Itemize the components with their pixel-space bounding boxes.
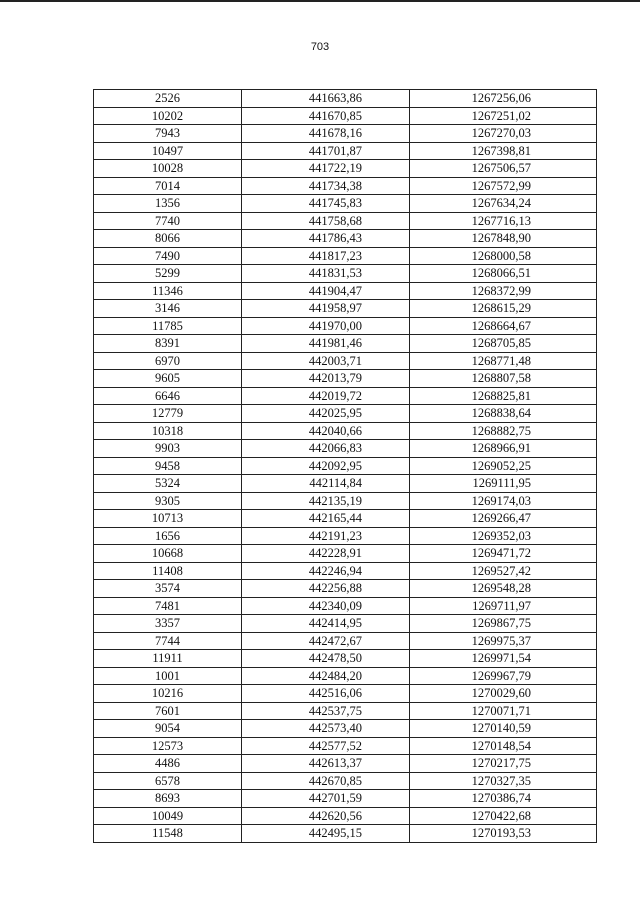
table-row: [94, 562, 597, 580]
y-coordinate-cell: 1268825,81: [410, 387, 597, 405]
table-row: [94, 317, 597, 335]
top-border-line: [0, 0, 640, 2]
point-number-cell: 11911: [94, 650, 242, 668]
table-row: [94, 790, 597, 808]
page-number: 703: [310, 41, 330, 53]
y-coordinate-cell: 1268771,48: [410, 352, 597, 370]
y-coordinate-cell: 1269052,25: [410, 457, 597, 475]
point-number-cell: 8391: [94, 335, 242, 353]
point-number-cell: 7740: [94, 212, 242, 230]
point-number-cell: 5299: [94, 265, 242, 283]
x-coordinate-cell: 441670,85: [242, 107, 410, 125]
table-row: [94, 405, 597, 423]
x-coordinate-cell: 442256,88: [242, 580, 410, 598]
table-row: [94, 387, 597, 405]
y-coordinate-cell: 1269711,97: [410, 597, 597, 615]
point-number-cell: 12779: [94, 405, 242, 423]
y-coordinate-cell: 1268066,51: [410, 265, 597, 283]
table-row: [94, 755, 597, 773]
point-number-cell: 7744: [94, 632, 242, 650]
point-number-cell: 3146: [94, 300, 242, 318]
y-coordinate-cell: 1267848,90: [410, 230, 597, 248]
x-coordinate-cell: 442114,84: [242, 475, 410, 493]
x-coordinate-cell: 442577,52: [242, 737, 410, 755]
x-coordinate-cell: 442620,56: [242, 807, 410, 825]
table-row: [94, 545, 597, 563]
x-coordinate-cell: 442191,23: [242, 527, 410, 545]
table-row: [94, 615, 597, 633]
table-row: [94, 825, 597, 843]
x-coordinate-cell: 442478,50: [242, 650, 410, 668]
y-coordinate-cell: 1267572,99: [410, 177, 597, 195]
point-number-cell: 8693: [94, 790, 242, 808]
y-coordinate-cell: 1269174,03: [410, 492, 597, 510]
x-coordinate-cell: 441981,46: [242, 335, 410, 353]
point-number-cell: 10497: [94, 142, 242, 160]
table-row: [94, 125, 597, 143]
coordinates-table-body: [94, 90, 597, 843]
table-row: [94, 422, 597, 440]
point-number-cell: 10216: [94, 685, 242, 703]
table-row: [94, 352, 597, 370]
point-number-cell: 3357: [94, 615, 242, 633]
y-coordinate-cell: 1267398,81: [410, 142, 597, 160]
table-row: [94, 685, 597, 703]
y-coordinate-cell: 1270327,35: [410, 772, 597, 790]
y-coordinate-cell: 1268966,91: [410, 440, 597, 458]
point-number-cell: 10049: [94, 807, 242, 825]
x-coordinate-cell: 442025,95: [242, 405, 410, 423]
x-coordinate-cell: 442414,95: [242, 615, 410, 633]
y-coordinate-cell: 1269111,95: [410, 475, 597, 493]
point-number-cell: 11346: [94, 282, 242, 300]
table-row: [94, 230, 597, 248]
point-number-cell: 12573: [94, 737, 242, 755]
y-coordinate-cell: 1269352,03: [410, 527, 597, 545]
y-coordinate-cell: 1270217,75: [410, 755, 597, 773]
x-coordinate-cell: 441701,87: [242, 142, 410, 160]
table-row: [94, 527, 597, 545]
y-coordinate-cell: 1267506,57: [410, 160, 597, 178]
x-coordinate-cell: 442228,91: [242, 545, 410, 563]
x-coordinate-cell: 442003,71: [242, 352, 410, 370]
table-row: [94, 475, 597, 493]
y-coordinate-cell: 1269867,75: [410, 615, 597, 633]
point-number-cell: 1656: [94, 527, 242, 545]
point-number-cell: 10668: [94, 545, 242, 563]
point-number-cell: 1001: [94, 667, 242, 685]
y-coordinate-cell: 1269967,79: [410, 667, 597, 685]
x-coordinate-cell: 441786,43: [242, 230, 410, 248]
y-coordinate-cell: 1267270,03: [410, 125, 597, 143]
x-coordinate-cell: 441831,53: [242, 265, 410, 283]
x-coordinate-cell: 441745,83: [242, 195, 410, 213]
table-row: [94, 720, 597, 738]
y-coordinate-cell: 1268000,58: [410, 247, 597, 265]
y-coordinate-cell: 1269975,37: [410, 632, 597, 650]
y-coordinate-cell: 1268882,75: [410, 422, 597, 440]
table-row: [94, 632, 597, 650]
x-coordinate-cell: 441734,38: [242, 177, 410, 195]
point-number-cell: 1356: [94, 195, 242, 213]
point-number-cell: 9305: [94, 492, 242, 510]
x-coordinate-cell: 442613,37: [242, 755, 410, 773]
y-coordinate-cell: 1270193,53: [410, 825, 597, 843]
point-number-cell: 9458: [94, 457, 242, 475]
table-row: [94, 177, 597, 195]
x-coordinate-cell: 442165,44: [242, 510, 410, 528]
table-row: [94, 107, 597, 125]
point-number-cell: 11408: [94, 562, 242, 580]
x-coordinate-cell: 442066,83: [242, 440, 410, 458]
x-coordinate-cell: 442670,85: [242, 772, 410, 790]
table-row: [94, 212, 597, 230]
table-row: [94, 335, 597, 353]
y-coordinate-cell: 1270386,74: [410, 790, 597, 808]
point-number-cell: 2526: [94, 90, 242, 108]
x-coordinate-cell: 441958,97: [242, 300, 410, 318]
x-coordinate-cell: 441904,47: [242, 282, 410, 300]
y-coordinate-cell: 1270071,71: [410, 702, 597, 720]
table-row: [94, 440, 597, 458]
x-coordinate-cell: 441970,00: [242, 317, 410, 335]
x-coordinate-cell: 441817,23: [242, 247, 410, 265]
x-coordinate-cell: 442701,59: [242, 790, 410, 808]
point-number-cell: 10028: [94, 160, 242, 178]
y-coordinate-cell: 1268705,85: [410, 335, 597, 353]
point-number-cell: 10318: [94, 422, 242, 440]
y-coordinate-cell: 1268807,58: [410, 370, 597, 388]
x-coordinate-cell: 442019,72: [242, 387, 410, 405]
point-number-cell: 7943: [94, 125, 242, 143]
table-row: [94, 510, 597, 528]
point-number-cell: 3574: [94, 580, 242, 598]
table-row: [94, 807, 597, 825]
table-row: [94, 667, 597, 685]
y-coordinate-cell: 1268664,67: [410, 317, 597, 335]
table-row: [94, 597, 597, 615]
x-coordinate-cell: 442573,40: [242, 720, 410, 738]
x-coordinate-cell: 442495,15: [242, 825, 410, 843]
table-row: [94, 300, 597, 318]
table-row: [94, 90, 597, 108]
x-coordinate-cell: 442484,20: [242, 667, 410, 685]
x-coordinate-cell: 442013,79: [242, 370, 410, 388]
y-coordinate-cell: 1270029,60: [410, 685, 597, 703]
x-coordinate-cell: 442516,06: [242, 685, 410, 703]
x-coordinate-cell: 441758,68: [242, 212, 410, 230]
table-row: [94, 247, 597, 265]
point-number-cell: 11548: [94, 825, 242, 843]
x-coordinate-cell: 442537,75: [242, 702, 410, 720]
x-coordinate-cell: 442472,67: [242, 632, 410, 650]
point-number-cell: 6646: [94, 387, 242, 405]
point-number-cell: 4486: [94, 755, 242, 773]
point-number-cell: 6578: [94, 772, 242, 790]
y-coordinate-cell: 1269266,47: [410, 510, 597, 528]
point-number-cell: 9054: [94, 720, 242, 738]
y-coordinate-cell: 1269548,28: [410, 580, 597, 598]
table-row: [94, 492, 597, 510]
table-row: [94, 370, 597, 388]
y-coordinate-cell: 1267251,02: [410, 107, 597, 125]
y-coordinate-cell: 1267256,06: [410, 90, 597, 108]
x-coordinate-cell: 441722,19: [242, 160, 410, 178]
point-number-cell: 10713: [94, 510, 242, 528]
table-row: [94, 195, 597, 213]
point-number-cell: 7601: [94, 702, 242, 720]
table-row: [94, 650, 597, 668]
y-coordinate-cell: 1267634,24: [410, 195, 597, 213]
y-coordinate-cell: 1269527,42: [410, 562, 597, 580]
y-coordinate-cell: 1268838,64: [410, 405, 597, 423]
point-number-cell: 7014: [94, 177, 242, 195]
point-number-cell: 7481: [94, 597, 242, 615]
table-row: [94, 282, 597, 300]
y-coordinate-cell: 1269971,54: [410, 650, 597, 668]
table-row: [94, 142, 597, 160]
x-coordinate-cell: 442340,09: [242, 597, 410, 615]
point-number-cell: 9903: [94, 440, 242, 458]
x-coordinate-cell: 441678,16: [242, 125, 410, 143]
y-coordinate-cell: 1270422,68: [410, 807, 597, 825]
x-coordinate-cell: 442092,95: [242, 457, 410, 475]
table-row: [94, 702, 597, 720]
table-row: [94, 457, 597, 475]
x-coordinate-cell: 442040,66: [242, 422, 410, 440]
point-number-cell: 10202: [94, 107, 242, 125]
table-row: [94, 737, 597, 755]
y-coordinate-cell: 1268372,99: [410, 282, 597, 300]
table-row: [94, 772, 597, 790]
y-coordinate-cell: 1270148,54: [410, 737, 597, 755]
coordinates-table: [93, 89, 597, 843]
y-coordinate-cell: 1268615,29: [410, 300, 597, 318]
y-coordinate-cell: 1270140,59: [410, 720, 597, 738]
y-coordinate-cell: 1269471,72: [410, 545, 597, 563]
table-row: [94, 265, 597, 283]
point-number-cell: 7490: [94, 247, 242, 265]
x-coordinate-cell: 442246,94: [242, 562, 410, 580]
point-number-cell: 5324: [94, 475, 242, 493]
x-coordinate-cell: 442135,19: [242, 492, 410, 510]
point-number-cell: 9605: [94, 370, 242, 388]
x-coordinate-cell: 441663,86: [242, 90, 410, 108]
point-number-cell: 11785: [94, 317, 242, 335]
point-number-cell: 8066: [94, 230, 242, 248]
table-row: [94, 580, 597, 598]
point-number-cell: 6970: [94, 352, 242, 370]
table-row: [94, 160, 597, 178]
y-coordinate-cell: 1267716,13: [410, 212, 597, 230]
